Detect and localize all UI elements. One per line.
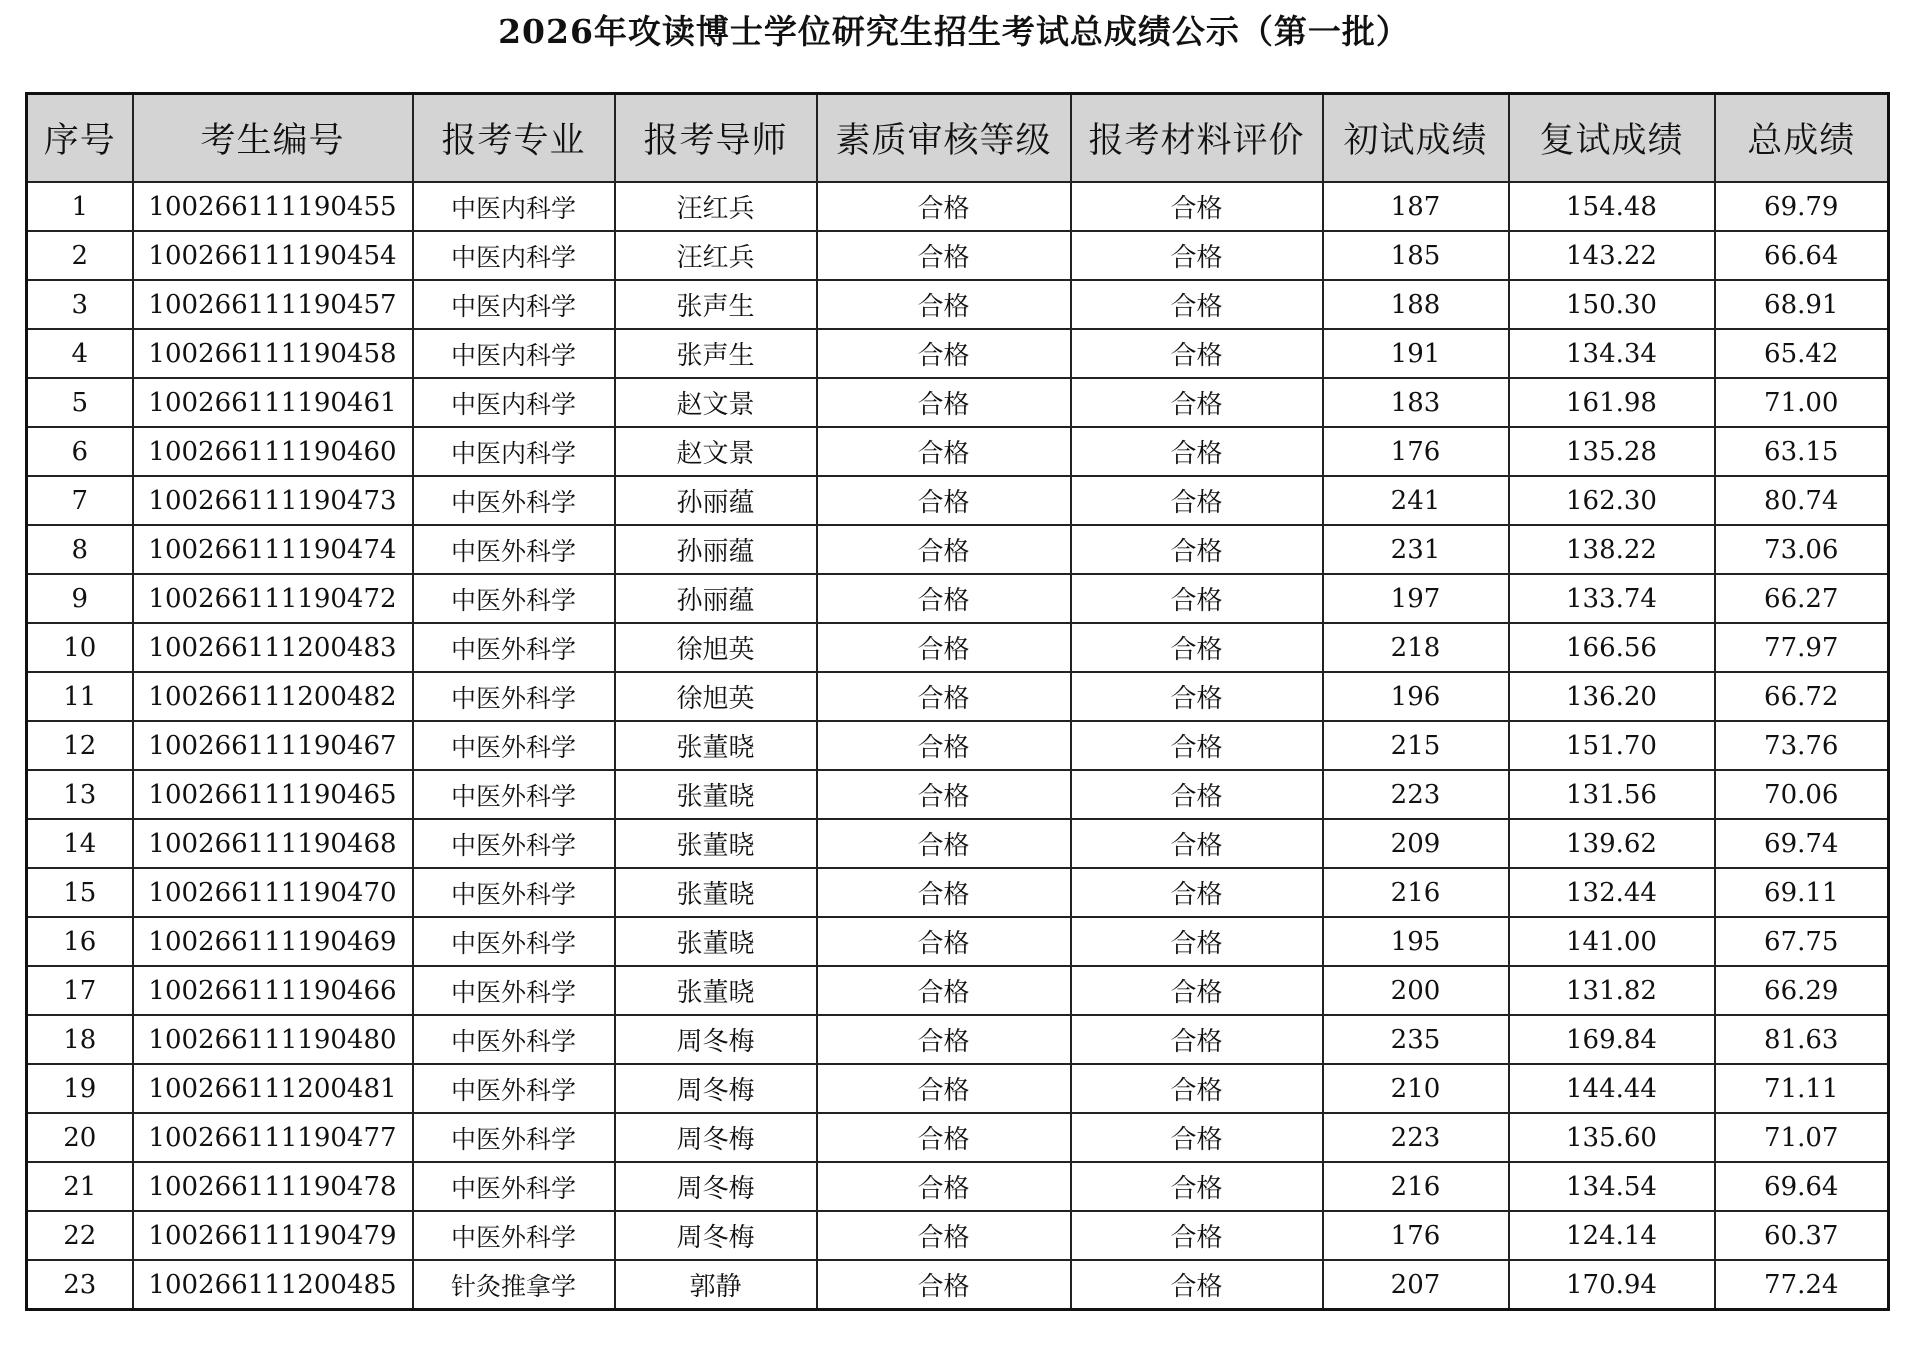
cell-index: 7	[27, 476, 133, 525]
cell-total-score: 73.76	[1715, 721, 1889, 770]
cell-total-score: 60.37	[1715, 1211, 1889, 1260]
cell-major: 中医内科学	[413, 182, 615, 231]
cell-material-evaluation: 合格	[1071, 623, 1323, 672]
cell-advisor: 周冬梅	[615, 1064, 817, 1113]
table-body	[27, 182, 1889, 1310]
cell-preliminary-score: 218	[1323, 623, 1509, 672]
cell-total-score: 66.29	[1715, 966, 1889, 1015]
cell-preliminary-score: 215	[1323, 721, 1509, 770]
cell-candidate-id: 100266111190480	[133, 1015, 413, 1064]
cell-retest-score: 162.30	[1509, 476, 1715, 525]
cell-index: 3	[27, 280, 133, 329]
cell-quality-review: 合格	[817, 672, 1071, 721]
cell-material-evaluation: 合格	[1071, 966, 1323, 1015]
cell-quality-review: 合格	[817, 1064, 1071, 1113]
cell-retest-score: 135.28	[1509, 427, 1715, 476]
cell-candidate-id: 100266111190465	[133, 770, 413, 819]
cell-index: 18	[27, 1015, 133, 1064]
cell-quality-review: 合格	[817, 1260, 1071, 1310]
table-row	[27, 378, 1889, 427]
cell-retest-score: 170.94	[1509, 1260, 1715, 1310]
cell-retest-score: 131.56	[1509, 770, 1715, 819]
cell-total-score: 66.72	[1715, 672, 1889, 721]
cell-major: 中医外科学	[413, 1064, 615, 1113]
header-row	[27, 94, 1889, 183]
cell-retest-score: 135.60	[1509, 1113, 1715, 1162]
table-row	[27, 966, 1889, 1015]
column-header-index: 序号	[27, 94, 133, 183]
cell-advisor: 赵文景	[615, 427, 817, 476]
cell-advisor: 张声生	[615, 280, 817, 329]
column-header-major: 报考专业	[413, 94, 615, 183]
cell-major: 中医外科学	[413, 525, 615, 574]
cell-advisor: 徐旭英	[615, 672, 817, 721]
cell-candidate-id: 100266111190455	[133, 182, 413, 231]
cell-candidate-id: 100266111190477	[133, 1113, 413, 1162]
column-header-retest-score: 复试成绩	[1509, 94, 1715, 183]
cell-candidate-id: 100266111190479	[133, 1211, 413, 1260]
cell-preliminary-score: 200	[1323, 966, 1509, 1015]
cell-major: 中医外科学	[413, 574, 615, 623]
cell-candidate-id: 100266111190473	[133, 476, 413, 525]
cell-candidate-id: 100266111200485	[133, 1260, 413, 1310]
cell-advisor: 孙丽蕴	[615, 525, 817, 574]
cell-quality-review: 合格	[817, 182, 1071, 231]
cell-candidate-id: 100266111200481	[133, 1064, 413, 1113]
cell-preliminary-score: 176	[1323, 1211, 1509, 1260]
cell-retest-score: 166.56	[1509, 623, 1715, 672]
cell-index: 1	[27, 182, 133, 231]
cell-material-evaluation: 合格	[1071, 378, 1323, 427]
column-header-preliminary-score: 初试成绩	[1323, 94, 1509, 183]
cell-major: 中医外科学	[413, 476, 615, 525]
cell-total-score: 71.11	[1715, 1064, 1889, 1113]
cell-index: 23	[27, 1260, 133, 1310]
cell-quality-review: 合格	[817, 1162, 1071, 1211]
cell-quality-review: 合格	[817, 966, 1071, 1015]
cell-preliminary-score: 216	[1323, 1162, 1509, 1211]
cell-total-score: 66.27	[1715, 574, 1889, 623]
cell-retest-score: 132.44	[1509, 868, 1715, 917]
cell-major: 中医外科学	[413, 1211, 615, 1260]
cell-major: 中医外科学	[413, 623, 615, 672]
cell-total-score: 66.64	[1715, 231, 1889, 280]
cell-material-evaluation: 合格	[1071, 1064, 1323, 1113]
cell-material-evaluation: 合格	[1071, 721, 1323, 770]
cell-quality-review: 合格	[817, 1211, 1071, 1260]
cell-index: 21	[27, 1162, 133, 1211]
table-row	[27, 574, 1889, 623]
cell-total-score: 73.06	[1715, 525, 1889, 574]
cell-advisor: 孙丽蕴	[615, 574, 817, 623]
cell-total-score: 77.97	[1715, 623, 1889, 672]
cell-major: 中医内科学	[413, 329, 615, 378]
cell-retest-score: 169.84	[1509, 1015, 1715, 1064]
cell-retest-score: 161.98	[1509, 378, 1715, 427]
cell-preliminary-score: 176	[1323, 427, 1509, 476]
cell-index: 9	[27, 574, 133, 623]
cell-material-evaluation: 合格	[1071, 868, 1323, 917]
cell-index: 20	[27, 1113, 133, 1162]
cell-candidate-id: 100266111190457	[133, 280, 413, 329]
cell-material-evaluation: 合格	[1071, 574, 1323, 623]
cell-material-evaluation: 合格	[1071, 1211, 1323, 1260]
cell-quality-review: 合格	[817, 427, 1071, 476]
cell-preliminary-score: 197	[1323, 574, 1509, 623]
table-row	[27, 1260, 1889, 1310]
cell-material-evaluation: 合格	[1071, 525, 1323, 574]
cell-retest-score: 124.14	[1509, 1211, 1715, 1260]
cell-quality-review: 合格	[817, 917, 1071, 966]
cell-major: 中医外科学	[413, 819, 615, 868]
cell-index: 12	[27, 721, 133, 770]
cell-candidate-id: 100266111190469	[133, 917, 413, 966]
cell-advisor: 周冬梅	[615, 1113, 817, 1162]
cell-advisor: 汪红兵	[615, 182, 817, 231]
cell-advisor: 周冬梅	[615, 1162, 817, 1211]
table-row	[27, 280, 1889, 329]
cell-major: 中医外科学	[413, 721, 615, 770]
cell-quality-review: 合格	[817, 1113, 1071, 1162]
cell-major: 中医外科学	[413, 672, 615, 721]
column-header-total-score: 总成绩	[1715, 94, 1889, 183]
cell-retest-score: 134.34	[1509, 329, 1715, 378]
score-table	[25, 92, 1890, 1311]
cell-advisor: 张董晓	[615, 819, 817, 868]
cell-quality-review: 合格	[817, 280, 1071, 329]
cell-quality-review: 合格	[817, 721, 1071, 770]
cell-major: 中医内科学	[413, 280, 615, 329]
table-row	[27, 1162, 1889, 1211]
cell-major: 中医内科学	[413, 231, 615, 280]
cell-total-score: 69.64	[1715, 1162, 1889, 1211]
cell-index: 14	[27, 819, 133, 868]
cell-index: 2	[27, 231, 133, 280]
cell-retest-score: 143.22	[1509, 231, 1715, 280]
cell-major: 中医外科学	[413, 1113, 615, 1162]
cell-candidate-id: 100266111190472	[133, 574, 413, 623]
cell-index: 17	[27, 966, 133, 1015]
cell-major: 中医外科学	[413, 1015, 615, 1064]
cell-total-score: 77.24	[1715, 1260, 1889, 1310]
cell-retest-score: 150.30	[1509, 280, 1715, 329]
cell-candidate-id: 100266111190468	[133, 819, 413, 868]
cell-index: 22	[27, 1211, 133, 1260]
cell-advisor: 张董晓	[615, 770, 817, 819]
cell-retest-score: 139.62	[1509, 819, 1715, 868]
table-row	[27, 1211, 1889, 1260]
cell-preliminary-score: 188	[1323, 280, 1509, 329]
cell-total-score: 69.74	[1715, 819, 1889, 868]
cell-index: 15	[27, 868, 133, 917]
cell-major: 中医外科学	[413, 770, 615, 819]
page-title: 2026年攻读博士学位研究生招生考试总成绩公示（第一批）	[498, 12, 1410, 51]
cell-quality-review: 合格	[817, 574, 1071, 623]
cell-advisor: 张董晓	[615, 917, 817, 966]
cell-candidate-id: 100266111190454	[133, 231, 413, 280]
cell-major: 中医外科学	[413, 1162, 615, 1211]
cell-major: 中医内科学	[413, 378, 615, 427]
table-row	[27, 819, 1889, 868]
table-row	[27, 525, 1889, 574]
cell-candidate-id: 100266111190478	[133, 1162, 413, 1211]
cell-preliminary-score: 241	[1323, 476, 1509, 525]
cell-preliminary-score: 195	[1323, 917, 1509, 966]
cell-candidate-id: 100266111190474	[133, 525, 413, 574]
cell-advisor: 汪红兵	[615, 231, 817, 280]
cell-index: 5	[27, 378, 133, 427]
cell-material-evaluation: 合格	[1071, 280, 1323, 329]
cell-retest-score: 134.54	[1509, 1162, 1715, 1211]
cell-candidate-id: 100266111190461	[133, 378, 413, 427]
cell-preliminary-score: 196	[1323, 672, 1509, 721]
cell-total-score: 70.06	[1715, 770, 1889, 819]
table-row	[27, 721, 1889, 770]
cell-material-evaluation: 合格	[1071, 1162, 1323, 1211]
cell-material-evaluation: 合格	[1071, 329, 1323, 378]
cell-advisor: 张声生	[615, 329, 817, 378]
cell-preliminary-score: 223	[1323, 1113, 1509, 1162]
cell-advisor: 赵文景	[615, 378, 817, 427]
table-row	[27, 1113, 1889, 1162]
cell-preliminary-score: 191	[1323, 329, 1509, 378]
cell-index: 19	[27, 1064, 133, 1113]
cell-retest-score: 144.44	[1509, 1064, 1715, 1113]
cell-preliminary-score: 235	[1323, 1015, 1509, 1064]
cell-preliminary-score: 210	[1323, 1064, 1509, 1113]
cell-preliminary-score: 216	[1323, 868, 1509, 917]
table-row	[27, 868, 1889, 917]
column-header-candidate-id: 考生编号	[133, 94, 413, 183]
cell-candidate-id: 100266111190470	[133, 868, 413, 917]
cell-total-score: 63.15	[1715, 427, 1889, 476]
cell-material-evaluation: 合格	[1071, 1113, 1323, 1162]
cell-material-evaluation: 合格	[1071, 917, 1323, 966]
column-header-advisor: 报考导师	[615, 94, 817, 183]
cell-advisor: 徐旭英	[615, 623, 817, 672]
cell-retest-score: 154.48	[1509, 182, 1715, 231]
cell-total-score: 67.75	[1715, 917, 1889, 966]
cell-candidate-id: 100266111190458	[133, 329, 413, 378]
cell-major: 中医内科学	[413, 427, 615, 476]
cell-material-evaluation: 合格	[1071, 427, 1323, 476]
table-row	[27, 1064, 1889, 1113]
cell-material-evaluation: 合格	[1071, 476, 1323, 525]
table-row	[27, 329, 1889, 378]
cell-index: 8	[27, 525, 133, 574]
cell-advisor: 周冬梅	[615, 1211, 817, 1260]
cell-preliminary-score: 207	[1323, 1260, 1509, 1310]
cell-advisor: 张董晓	[615, 868, 817, 917]
cell-material-evaluation: 合格	[1071, 770, 1323, 819]
cell-total-score: 81.63	[1715, 1015, 1889, 1064]
cell-total-score: 65.42	[1715, 329, 1889, 378]
cell-quality-review: 合格	[817, 378, 1071, 427]
table-row	[27, 917, 1889, 966]
cell-major: 中医外科学	[413, 868, 615, 917]
cell-preliminary-score: 231	[1323, 525, 1509, 574]
cell-index: 11	[27, 672, 133, 721]
cell-quality-review: 合格	[817, 476, 1071, 525]
table-row	[27, 770, 1889, 819]
cell-total-score: 68.91	[1715, 280, 1889, 329]
cell-quality-review: 合格	[817, 525, 1071, 574]
cell-index: 10	[27, 623, 133, 672]
cell-retest-score: 136.20	[1509, 672, 1715, 721]
cell-advisor: 孙丽蕴	[615, 476, 817, 525]
table-row	[27, 427, 1889, 476]
cell-advisor: 郭静	[615, 1260, 817, 1310]
cell-candidate-id: 100266111190467	[133, 721, 413, 770]
cell-retest-score: 131.82	[1509, 966, 1715, 1015]
cell-retest-score: 141.00	[1509, 917, 1715, 966]
cell-candidate-id: 100266111190466	[133, 966, 413, 1015]
cell-quality-review: 合格	[817, 868, 1071, 917]
cell-total-score: 71.00	[1715, 378, 1889, 427]
cell-advisor: 张董晓	[615, 721, 817, 770]
table-row	[27, 623, 1889, 672]
cell-material-evaluation: 合格	[1071, 182, 1323, 231]
cell-material-evaluation: 合格	[1071, 1015, 1323, 1064]
cell-major: 中医外科学	[413, 917, 615, 966]
cell-quality-review: 合格	[817, 770, 1071, 819]
column-header-material-evaluation: 报考材料评价	[1071, 94, 1323, 183]
table-row	[27, 476, 1889, 525]
cell-material-evaluation: 合格	[1071, 231, 1323, 280]
cell-total-score: 80.74	[1715, 476, 1889, 525]
cell-advisor: 张董晓	[615, 966, 817, 1015]
table-row	[27, 672, 1889, 721]
cell-retest-score: 133.74	[1509, 574, 1715, 623]
cell-total-score: 69.11	[1715, 868, 1889, 917]
table-row	[27, 1015, 1889, 1064]
cell-index: 6	[27, 427, 133, 476]
cell-advisor: 周冬梅	[615, 1015, 817, 1064]
cell-preliminary-score: 223	[1323, 770, 1509, 819]
column-header-quality-review: 素质审核等级	[817, 94, 1071, 183]
cell-material-evaluation: 合格	[1071, 819, 1323, 868]
cell-retest-score: 151.70	[1509, 721, 1715, 770]
cell-candidate-id: 100266111200482	[133, 672, 413, 721]
cell-preliminary-score: 187	[1323, 182, 1509, 231]
cell-quality-review: 合格	[817, 231, 1071, 280]
cell-total-score: 71.07	[1715, 1113, 1889, 1162]
cell-material-evaluation: 合格	[1071, 1260, 1323, 1310]
cell-major: 针灸推拿学	[413, 1260, 615, 1310]
cell-quality-review: 合格	[817, 1015, 1071, 1064]
cell-index: 13	[27, 770, 133, 819]
cell-retest-score: 138.22	[1509, 525, 1715, 574]
cell-preliminary-score: 209	[1323, 819, 1509, 868]
cell-quality-review: 合格	[817, 329, 1071, 378]
cell-candidate-id: 100266111200483	[133, 623, 413, 672]
cell-quality-review: 合格	[817, 623, 1071, 672]
cell-index: 4	[27, 329, 133, 378]
cell-major: 中医外科学	[413, 966, 615, 1015]
table-row	[27, 182, 1889, 231]
cell-total-score: 69.79	[1715, 182, 1889, 231]
cell-candidate-id: 100266111190460	[133, 427, 413, 476]
cell-material-evaluation: 合格	[1071, 672, 1323, 721]
cell-quality-review: 合格	[817, 819, 1071, 868]
cell-preliminary-score: 185	[1323, 231, 1509, 280]
table-row	[27, 231, 1889, 280]
cell-preliminary-score: 183	[1323, 378, 1509, 427]
cell-index: 16	[27, 917, 133, 966]
